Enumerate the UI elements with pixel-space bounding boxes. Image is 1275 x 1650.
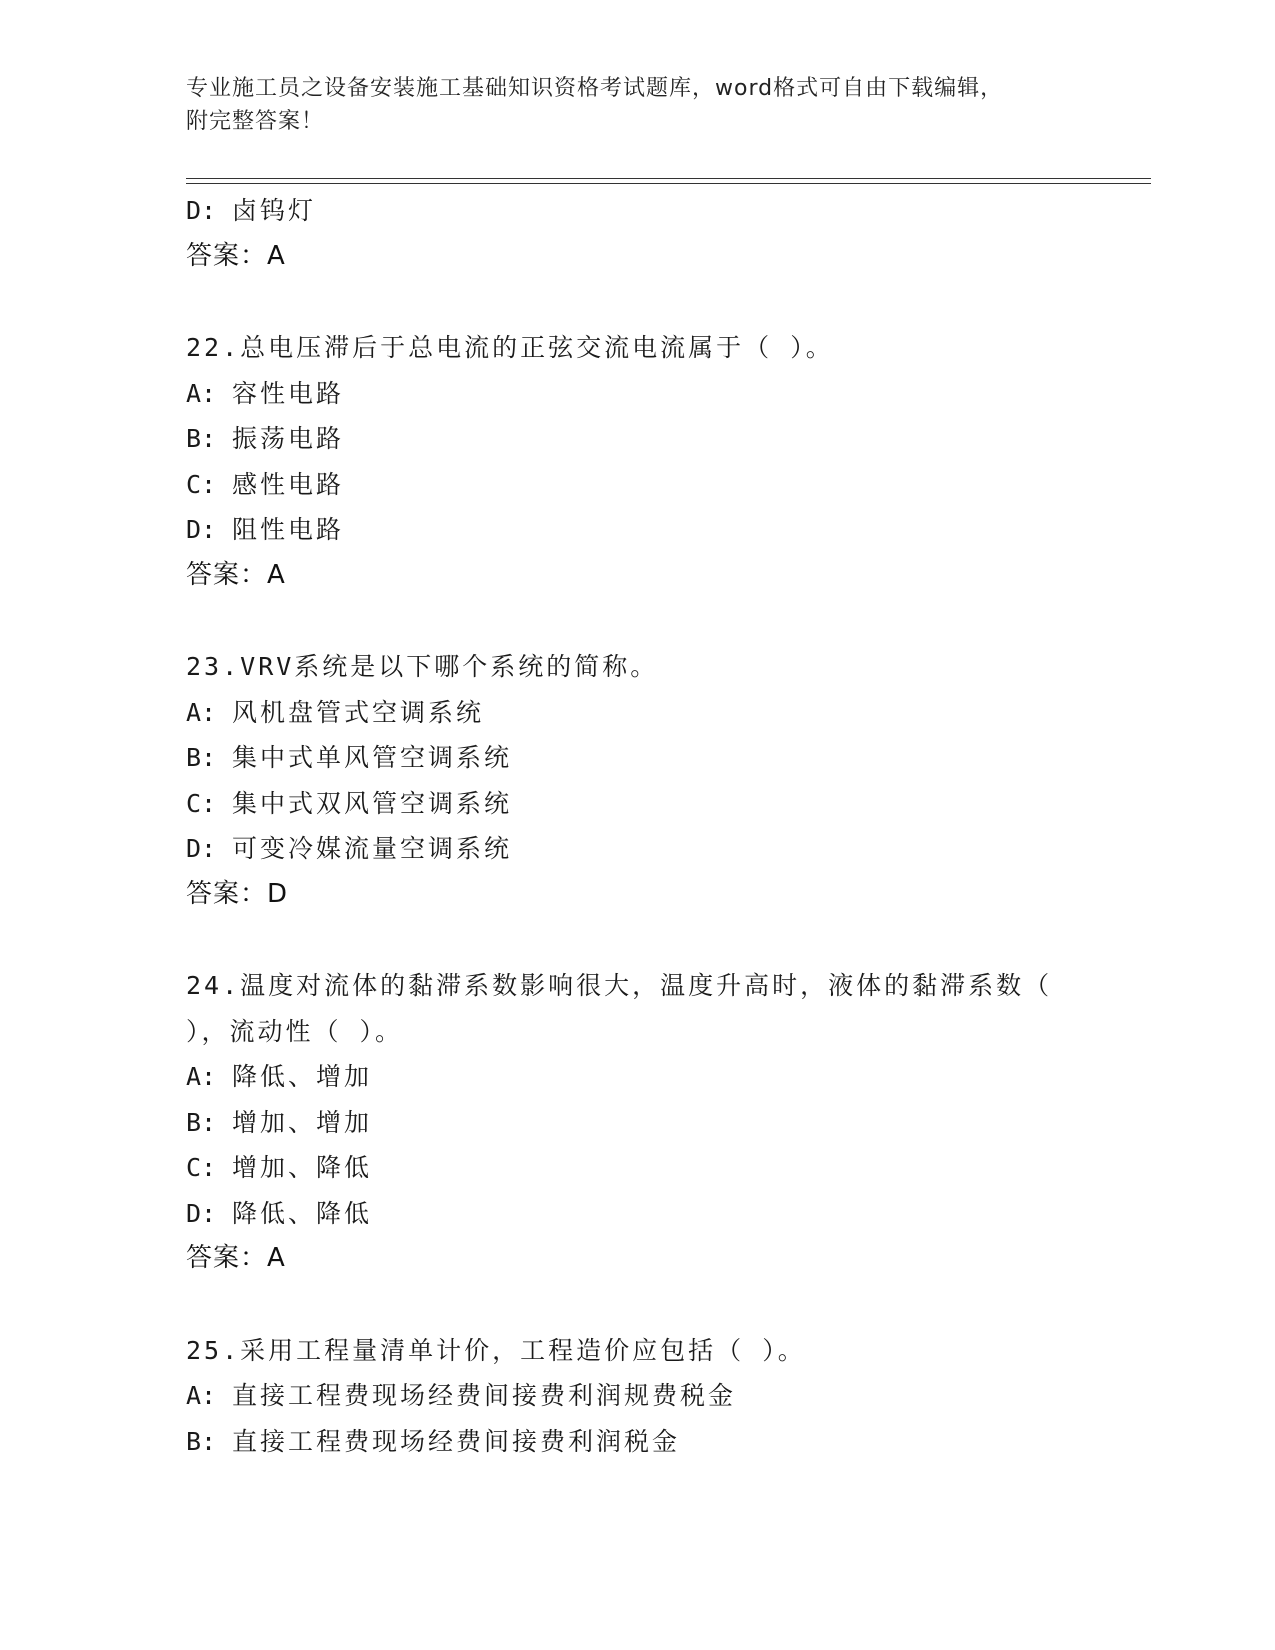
question-stem-continued: ），流动性（ ）。	[186, 1016, 404, 1046]
option-text: 直接工程费现场经费间接费利润税金	[232, 1426, 681, 1456]
question-24	[186, 963, 1086, 1282]
option-text: 卤钨灯	[232, 196, 317, 225]
option-d	[186, 188, 1086, 234]
question-21-tail	[186, 188, 1086, 279]
question-23	[186, 644, 1086, 917]
option-text: 降低、增加	[232, 1062, 373, 1091]
answer-line: 答案：D	[186, 878, 289, 909]
header-line-1: 专业施工员之设备安装施工基础知识资格考试题库，word格式可自由下载编辑，	[186, 76, 1004, 101]
option-label: A:	[186, 697, 217, 727]
question-22	[186, 325, 1086, 598]
option-text: 直接工程费现场经费间接费利润规费税金	[232, 1381, 737, 1410]
option-label: A:	[186, 378, 217, 408]
option-label: C:	[186, 788, 217, 818]
option-label: B:	[186, 424, 217, 453]
option-label: A:	[186, 1381, 217, 1410]
header-divider-bottom	[186, 183, 1151, 184]
option-text: 集中式单风管空调系统	[232, 743, 513, 772]
option-c	[186, 462, 1086, 508]
option-label: B:	[186, 743, 217, 772]
option-text: 振荡电路	[232, 424, 345, 453]
option-d	[186, 826, 1086, 872]
option-d	[186, 1191, 1086, 1237]
option-a	[186, 371, 1086, 417]
question-stem: 25.采用工程量清单计价，工程造价应包括（ ）。	[186, 1335, 806, 1365]
question-stem: 22.总电压滞后于总电流的正弦交流电流属于（ ）。	[186, 333, 834, 362]
option-c	[186, 781, 1086, 827]
option-text: 容性电路	[232, 378, 345, 408]
option-b	[186, 1419, 1086, 1465]
question-stem: 23.VRV系统是以下哪个系统的简称。	[186, 652, 659, 681]
answer-line: 答案：A	[186, 559, 286, 590]
option-b	[186, 416, 1086, 462]
option-text: 感性电路	[232, 469, 345, 499]
header-divider-top	[186, 178, 1151, 179]
option-label: D:	[186, 515, 217, 544]
question-list	[186, 188, 1086, 1464]
option-text: 增加、增加	[232, 1107, 373, 1137]
option-label: A:	[186, 1062, 217, 1091]
question-stem: 24.温度对流体的黏滞系数影响很大，温度升高时，液体的黏滞系数（	[186, 971, 1053, 1000]
option-c	[186, 1145, 1086, 1191]
option-label: C:	[186, 1153, 217, 1182]
option-label: B:	[186, 1426, 217, 1456]
option-label: D:	[186, 1198, 217, 1228]
option-a	[186, 1373, 1086, 1419]
answer-line: 答案：A	[186, 240, 286, 271]
option-label: D:	[186, 834, 217, 863]
option-d	[186, 507, 1086, 553]
option-text: 增加、降低	[232, 1153, 373, 1182]
option-b	[186, 735, 1086, 781]
header-line-2: 附完整答案！	[186, 109, 325, 134]
option-b	[186, 1100, 1086, 1146]
answer-line: 答案：A	[186, 1243, 286, 1273]
option-text: 降低、降低	[232, 1198, 373, 1228]
document-header	[186, 72, 1086, 138]
option-a	[186, 1054, 1086, 1100]
option-text: 阻性电路	[232, 515, 345, 544]
option-a	[186, 690, 1086, 736]
option-text: 集中式双风管空调系统	[232, 788, 513, 818]
option-text: 可变冷媒流量空调系统	[232, 834, 513, 863]
option-label: D:	[186, 196, 217, 225]
option-label: C:	[186, 469, 217, 499]
option-text: 风机盘管式空调系统	[232, 697, 485, 727]
question-25	[186, 1328, 1086, 1465]
option-label: B:	[186, 1107, 217, 1137]
